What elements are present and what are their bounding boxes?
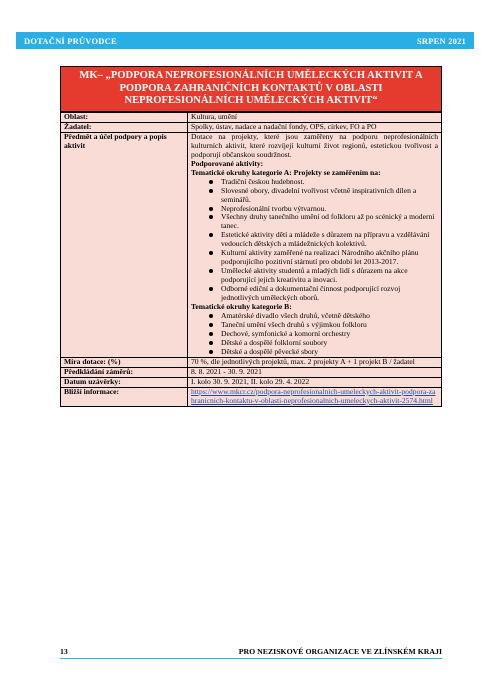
footer-divider	[60, 658, 442, 659]
bullet-icon	[209, 350, 213, 354]
list-item: Estetické aktivity dětí a mládeže s důrazem na přípravu a vzdělávání vedoucích dětských a mládežnických kolektivů.	[221, 231, 438, 249]
page-number: 13	[60, 647, 68, 656]
list-item: Taneční umění všech druhů s výjimkou folkloru	[221, 321, 438, 330]
bullet-icon	[209, 269, 213, 273]
list-item: Amatérské divadlo všech druhů, včetně dětského	[221, 312, 438, 321]
supported-activities-heading: Podporované aktivity:	[191, 158, 264, 168]
bullet-icon	[209, 207, 213, 211]
bullet-icon	[209, 341, 213, 345]
category-b-list	[191, 312, 438, 357]
list-item: Dechové, symfonické a komorní orchestry	[221, 330, 438, 339]
list-item: Dětské a dospělé folklorní soubory	[221, 339, 438, 348]
category-a-list	[191, 178, 438, 303]
value-uzaverky: I. kolo 30. 9. 2021, II. kolo 29. 4. 2022	[188, 377, 442, 387]
header-date: SRPEN 2021	[417, 35, 466, 46]
list-item: Umělecké aktivity studentů a mladých lidí s důrazem na akce podporující jejich kreativitu a inovaci.	[221, 267, 438, 285]
footer-text: PRO NEZISKOVÉ ORGANIZACE VE ZLÍNSKÉM KRAJI	[238, 647, 442, 656]
bullet-icon	[209, 251, 213, 255]
row-predmet	[61, 132, 442, 357]
bullet-icon	[209, 189, 213, 193]
label-predkladani: Předkládání záměrů:	[61, 367, 188, 377]
label-predmet: Předmět a účel podpory a popis aktivit	[61, 132, 188, 357]
header-left-title: DOTAČNÍ PRŮVODCE	[24, 35, 117, 46]
bullet-icon	[209, 215, 213, 219]
bullet-icon	[209, 314, 213, 318]
value-predkladani: 8. 8. 2021 - 30. 9. 2021	[188, 367, 442, 377]
row-oblast	[61, 113, 442, 123]
header-band	[16, 32, 474, 49]
bullet-icon	[209, 233, 213, 237]
list-item: Všechny druhy tanečního umění od folkloru až po scénický a moderní tanec.	[221, 213, 438, 231]
value-informace	[188, 387, 442, 406]
predmet-intro: Dotace na projekty, které jsou zaměřeny na podporu neprofesionálních kulturních aktivit, které rozvíjejí kulturní život regionů, estetickou tvořivost a podporují občanskou soudržnost.	[191, 131, 438, 159]
program-title: MK– „PODPORA NEPROFESIONÁLNÍCH UMĚLECKÝCH AKTIVIT A PODPORA ZAHRANIČNÍCH KONTAKTŮ V OBLASTI NEPROFESIONÁLNÍCH UMĚLECKÝCH AKTIVIT“	[79, 69, 423, 107]
row-uzaverky	[61, 377, 442, 387]
label-uzaverky: Datum uzávěrky:	[61, 377, 188, 387]
list-item: Kulturní aktivity zaměřené na realizaci Národního akčního plánu podporujícího pozitivní stárnutí pro období let 2013-2017.	[221, 249, 438, 267]
value-oblast: Kultura, umění	[188, 113, 442, 123]
value-zadatel: Spolky, ústav, nadace a nadační fondy, OPS, církev, FO a PO	[188, 122, 442, 132]
row-predkladani	[61, 367, 442, 377]
bullet-icon	[209, 180, 213, 184]
list-item: Tradiční českou hudebnost.	[221, 178, 438, 187]
label-mira: Míra dotace: (%)	[61, 357, 188, 367]
label-zadatel: Žadatel:	[61, 122, 188, 132]
list-item: Slovesné obory, divadelní tvořivost včetně inspirativních dílen a seminářů.	[221, 187, 438, 205]
label-oblast: Oblast:	[61, 113, 188, 123]
value-predmet	[188, 132, 442, 357]
list-item: Odborné ediční a dokumentační činnost podporující rozvoj jednotlivých uměleckých oborů.	[221, 285, 438, 303]
list-item: Neprofesionální tvorbu výtvarnou.	[221, 205, 438, 214]
list-item: Dětské a dospělé pěvecké sbory	[221, 348, 438, 357]
program-info-table	[60, 112, 442, 407]
page-footer	[60, 642, 442, 656]
info-link[interactable]: https://www.mkcr.cz/podpora-neprofesionalnich-umeleckych-aktivit-podpora-zahranicnich-kontaktu-v-oblasti-neprofesionalnich-umeleckych-aktivit-2574.html	[191, 386, 436, 405]
row-zadatel	[61, 122, 442, 132]
bullet-icon	[209, 323, 213, 327]
row-informace	[61, 387, 442, 406]
bullet-icon	[209, 287, 213, 291]
label-informace: Bližší informace:	[61, 387, 188, 406]
program-title-box	[60, 66, 442, 112]
value-mira: 70 %, dle jednotlivých projektů, max. 2 projekty A + 1 projekt B / žadatel	[188, 357, 442, 367]
category-b-heading: Tematické okruhy kategorie B:	[191, 302, 292, 312]
category-a-heading: Tematické okruhy kategorie A: Projekty se zaměřením na:	[191, 167, 381, 177]
row-mira	[61, 357, 442, 367]
bullet-icon	[209, 332, 213, 336]
